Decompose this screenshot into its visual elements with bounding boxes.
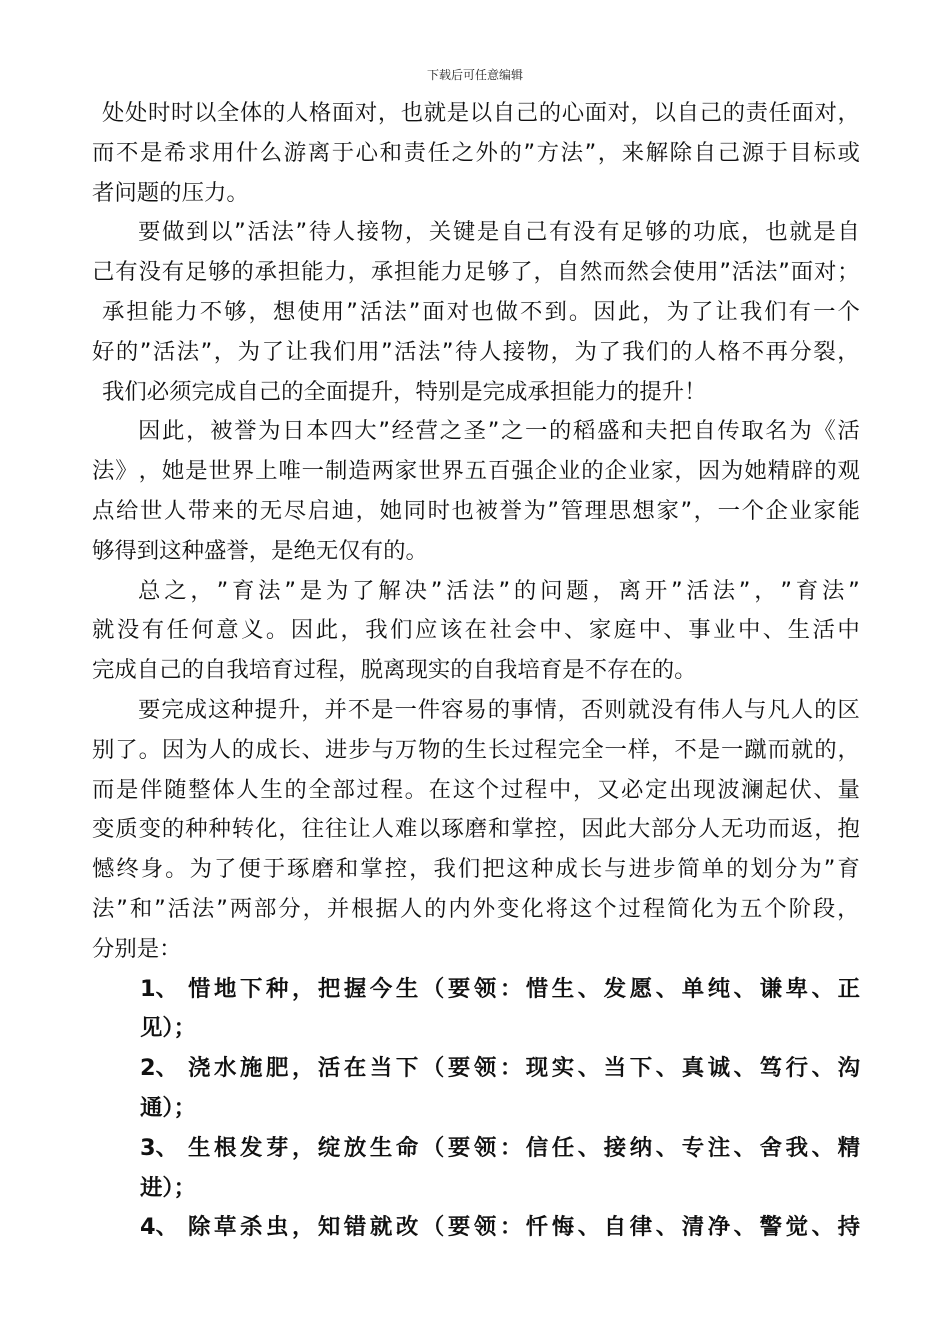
- list-item-number: 1、: [140, 975, 178, 1002]
- list-item-text: 除 草 杀 虫 ， 知 错 就 改 （ 要 领 ： 忏 悔 、 自 律 、 清 净 、 警 觉 、 持: [188, 1214, 860, 1241]
- list-item: [92, 1049, 860, 1089]
- list-item-number: 4、: [140, 1214, 178, 1241]
- paragraph-line: 够 得 到 这 种 盛 誉 ， 是 绝 无 仅 有 的 。: [92, 537, 428, 564]
- paragraph-line: 完 成 自 己 的 自 我 培 育 过 程 ， 脱 离 现 实 的 自 我 培 育 是 不 存 在 的 。: [92, 657, 697, 684]
- list-item-text: 惜 地 下 种 ， 把 握 今 生 （ 要 领 ： 惜 生 、 发 愿 、 单 纯 、 谦 卑 、 正: [188, 975, 860, 1002]
- paragraph-line: 承 担 能 力 不 够 ， 想 使 用 ” 活 法 ” 面 对 也 做 不 到 。 因 此 ， 为 了 让 我 们 有 一 个: [102, 298, 860, 325]
- paragraph-line: 要 完 成 这 种 提 升 ， 并 不 是 一 件 容 易 的 事 情 ， 否 则 就 没 有 伟 人 与 凡 人 的 区: [138, 696, 860, 723]
- list-item-number: 3、: [140, 1134, 178, 1161]
- paragraph-line: 而 是 伴 随 整 体 人 生 的 全 部 过 程 。 在 这 个 过 程 中 ， 又 必 定 出 现 波 澜 起 伏 、 量: [92, 776, 860, 803]
- paragraph-line: 己 有 没 有 足 够 的 承 担 能 力 ， 承 担 能 力 足 够 了 ， 自 然 而 然 会 使 用 ” 活 法 ” 面 对 ；: [92, 259, 860, 286]
- list-item-number: 2、: [140, 1055, 178, 1082]
- list-item: [92, 1129, 860, 1169]
- paragraph-line: 法 ” 和 ” 活 法 ” 两 部 分 ， 并 根 据 人 的 内 外 变 化 将 这 个 过 程 简 化 为 五 个 阶 段 ，: [92, 895, 860, 922]
- list-item: [92, 1208, 860, 1248]
- paragraph-line: 分 别 是 ：: [92, 935, 182, 962]
- paragraph-line: 处 处 时 时 以 全 体 的 人 格 面 对 ， 也 就 是 以 自 己 的 心 面 对 ， 以 自 己 的 责 任 面 对 ，: [102, 100, 860, 126]
- list-item-text: 浇 水 施 肥 ， 活 在 当 下 （ 要 领 ： 现 实 、 当 下 、 真 诚 、 笃 行 、 沟: [188, 1055, 860, 1082]
- paragraph-line: 就 没 有 任 何 意 义 。 因 此 ， 我 们 应 该 在 社 会 中 、 家 庭 中 、 事 业 中 、 生 活 中: [92, 617, 860, 644]
- paragraph-line: 变 质 变 的 种 种 转 化 ， 往 往 让 人 难 以 琢 磨 和 掌 控 ， 因 此 大 部 分 人 无 功 而 返 ， 抱: [92, 816, 860, 843]
- list-item: [92, 970, 860, 1010]
- list-item-text: 生 根 发 芽 ， 绽 放 生 命 （ 要 领 ： 信 任 、 接 纳 、 专 注 、 舍 我 、 精: [188, 1134, 860, 1161]
- paragraph-line: 憾 终 身 。 为 了 便 于 琢 磨 和 掌 控 ， 我 们 把 这 种 成 长 与 进 步 简 单 的 划 分 为 ” 育: [92, 856, 860, 883]
- list-item-continuation: 进）；: [140, 1174, 196, 1201]
- paragraph-line: 点 给 世 人 带 来 的 无 尽 启 迪 ， 她 同 时 也 被 誉 为 ” 管 理 思 想 家 ” ， 一 个 企 业 家 能: [92, 497, 860, 524]
- paragraph-line: 因 此 ， 被 誉 为 日 本 四 大 ” 经 营 之 圣 ” 之 一 的 稻 盛 和 夫 把 自 传 取 名 为 《 活: [138, 418, 860, 445]
- list-item-continuation: 见）；: [140, 1015, 196, 1042]
- page-header: 下载后可任意编辑: [426, 68, 523, 82]
- paragraph-line: 别 了 。 因 为 人 的 成 长 、 进 步 与 万 物 的 生 长 过 程 完 全 一 样 ， 不 是 一 蹴 而 就 的 ，: [92, 736, 860, 763]
- document-body: [92, 94, 860, 1248]
- paragraph-line: 总 之 ， ” 育 法 ” 是 为 了 解 决 ” 活 法 ” 的 问 题 ， 离 开 ” 活 法 ” ， ” 育 法 ”: [138, 577, 860, 604]
- paragraph-line: 我 们 必 须 完 成 自 己 的 全 面 提 升 ， 特 别 是 完 成 承 担 能 力 的 提 升 ！: [102, 378, 707, 405]
- paragraph-line: 好 的 ” 活 法 ” ， 为 了 让 我 们 用 ” 活 法 ” 待 人 接 物 ， 为 了 我 们 的 人 格 不 再 分 裂 ，: [92, 338, 860, 365]
- list-item-continuation: 通）；: [140, 1094, 196, 1121]
- paragraph-line: 要 做 到 以 ” 活 法 ” 待 人 接 物 ， 关 键 是 自 己 有 没 有 足 够 的 功 底 ， 也 就 是 自: [138, 219, 860, 246]
- paragraph-line: 法 》 ， 她 是 世 界 上 唯 一 制 造 两 家 世 界 五 百 强 企 业 的 企 业 家 ， 因 为 她 精 辟 的 观: [92, 458, 860, 485]
- paragraph-line: 而 不 是 希 求 用 什 么 游 离 于 心 和 责 任 之 外 的 ” 方 法 ” ， 来 解 除 自 己 源 于 目 标 或: [92, 139, 860, 166]
- paragraph-line: 者 问 题 的 压 力 。: [92, 179, 249, 206]
